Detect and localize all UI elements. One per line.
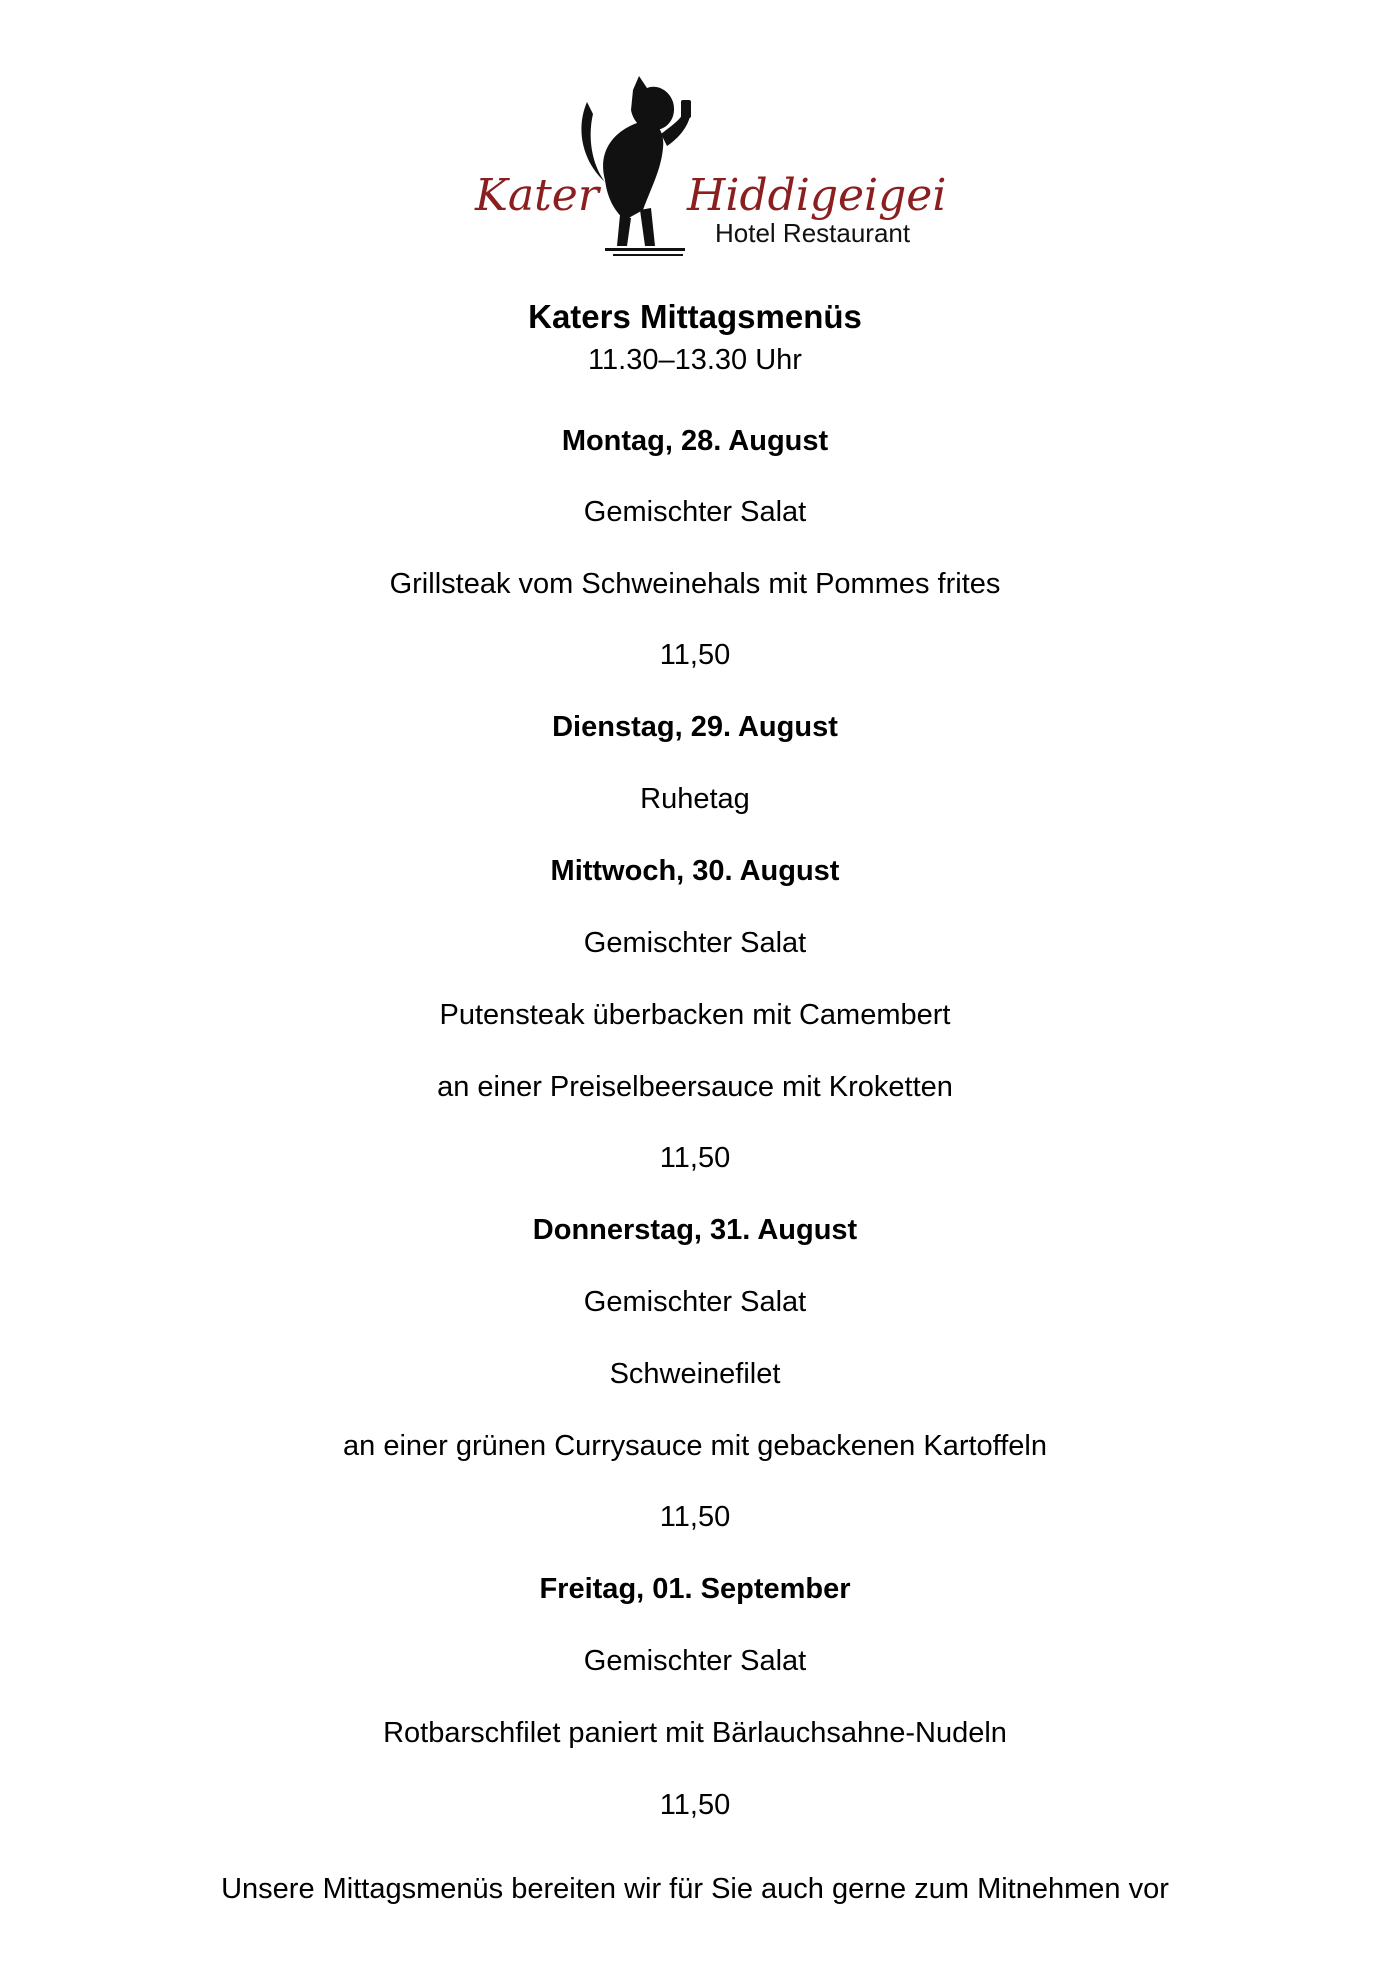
day-heading-friday: Freitag, 01. September <box>539 1573 851 1605</box>
menu-line: Ruhetag <box>640 783 750 815</box>
menu-price: 11,50 <box>659 639 731 671</box>
menu-price: 11,50 <box>659 1142 731 1174</box>
menu-price: 11,50 <box>659 1789 731 1821</box>
menu-line: Rotbarschfilet paniert mit Bärlauchsahne-Nudeln <box>383 1717 1007 1749</box>
menu-line: Gemischter Salat <box>583 1645 807 1677</box>
restaurant-logo <box>475 70 947 260</box>
menu-line: Putensteak überbacken mit Camembert <box>439 999 951 1031</box>
day-heading-monday: Montag, 28. August <box>561 425 829 457</box>
menu-line: Gemischter Salat <box>583 496 807 528</box>
logo-word-kater: Kater <box>475 170 599 221</box>
page-title: Katers Mittagsmenüs <box>528 298 862 335</box>
day-heading-thursday: Donnerstag, 31. August <box>532 1214 858 1246</box>
menu-line: an einer Preiselbeersauce mit Kroketten <box>437 1071 953 1103</box>
menu-line: Schweinefilet <box>609 1358 781 1390</box>
menu-line: Gemischter Salat <box>583 1286 807 1318</box>
logo-word-hiddigeigei: Hiddigeigei <box>687 170 947 221</box>
menu-line: Grillsteak vom Schweinehals mit Pommes frites <box>389 568 1001 600</box>
menu-line: Gemischter Salat <box>583 927 807 959</box>
takeaway-note: Unsere Mittagsmenüs bereiten wir für Sie auch gerne zum Mitnehmen vor <box>221 1873 1169 1905</box>
day-heading-wednesday: Mittwoch, 30. August <box>550 855 840 887</box>
menu-line: an einer grünen Currysauce mit gebackenen Kartoffeln <box>343 1430 1047 1462</box>
opening-hours: 11.30–13.30 Uhr <box>588 344 802 376</box>
day-heading-tuesday: Dienstag, 29. August <box>552 711 838 743</box>
menu-price: 11,50 <box>659 1501 731 1533</box>
logo-subtitle: Hotel Restaurant <box>715 218 911 248</box>
